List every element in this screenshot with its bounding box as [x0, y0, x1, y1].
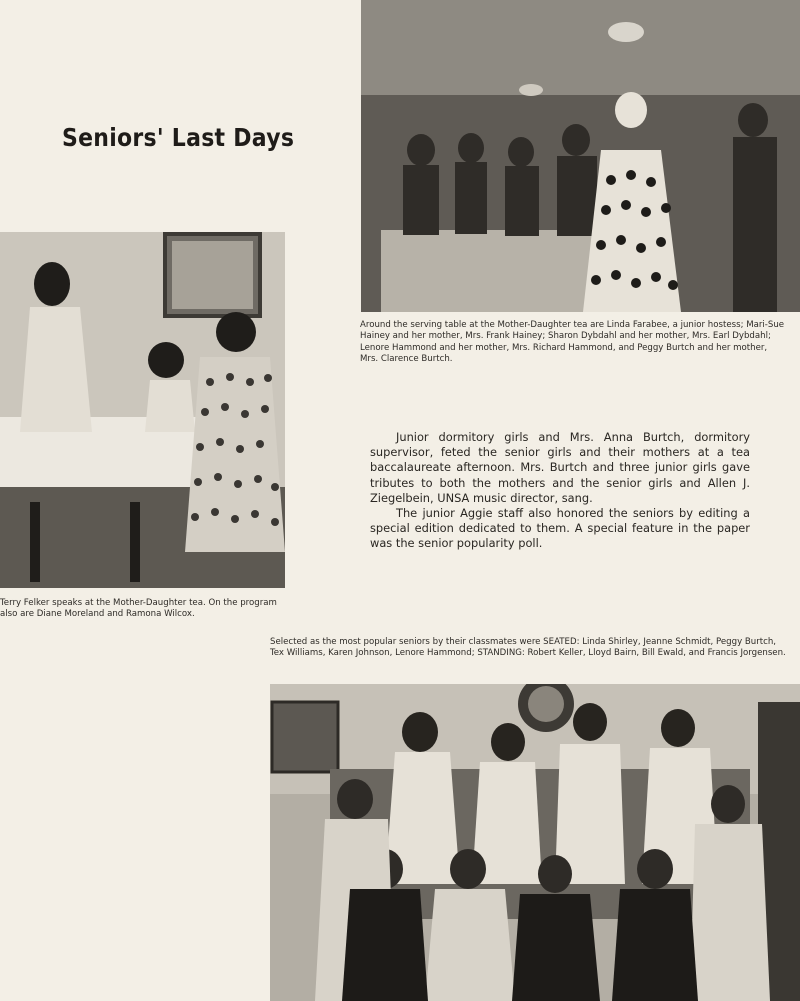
popular-seniors-photo: [270, 684, 800, 1001]
article-body: [370, 430, 750, 552]
article-paragraph: The junior Aggie staff also honored the seniors by editing a special edition dedicated to them. A special feature in the paper was the senior popularity poll.: [370, 506, 750, 551]
speaker-photo: [0, 232, 285, 588]
serving-table-caption: Around the serving table at the Mother-Daughter tea are Linda Farabee, a junior hostess; Mari-Sue Hainey and her mother, Mrs. Frank Hainey; Sharon Dybdahl and her mother, Mrs. Earl Dybdahl; Lenore Hammond and her mother, Mrs. Richard Hammond, and Peggy Burtch and her mother, Mrs. Clarence Burtch.: [360, 320, 785, 365]
popular-seniors-caption: Selected as the most popular seniors by their classmates were SEATED: Linda Shirley, Jeanne Schmidt, Peggy Burtch, Tex Williams, Karen Johnson, Lenore Hammond; STANDING: Robert Keller, Lloyd Bairn, Bill Ewald, and Francis Jorgensen.: [270, 637, 786, 659]
page-title: Seniors' Last Days: [62, 122, 295, 152]
article-paragraph: Junior dormitory girls and Mrs. Anna Burtch, dormitory supervisor, feted the senior girls and their mothers at a tea baccalaureate afternoon. Mrs. Burtch and three junior girls gave tributes to both the mothers and the senior girls and Allen J. Ziegelbein, UNSA music director, sang.: [370, 430, 750, 505]
speaker-caption: Terry Felker speaks at the Mother-Daughter tea. On the program also are Diane Moreland and Ramona Wilcox.: [0, 598, 277, 620]
serving-table-photo: [361, 0, 800, 312]
